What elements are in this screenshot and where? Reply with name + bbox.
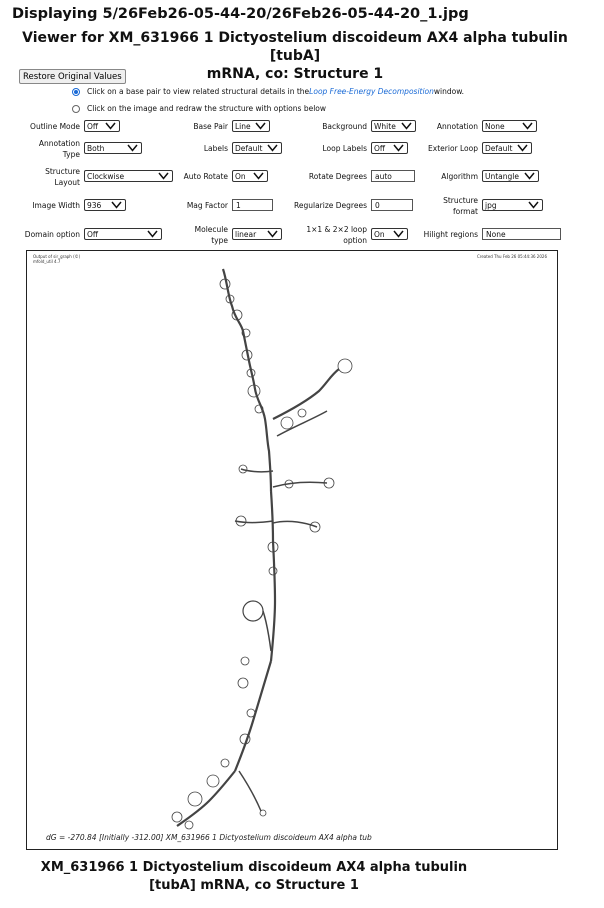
exterior-loop-value: Default <box>485 144 513 153</box>
chevron-down-icon <box>105 122 116 130</box>
chevron-down-icon <box>111 201 122 209</box>
molecule-type-value: linear <box>235 230 257 239</box>
radio-click-base-pair[interactable] <box>72 87 464 96</box>
structure-image[interactable] <box>26 250 558 850</box>
structure-layout-value: Clockwise <box>87 172 125 181</box>
labels-value: Default <box>235 144 263 153</box>
hilight-regions-input[interactable]: None <box>482 228 561 240</box>
rotate-degrees-input[interactable]: auto <box>371 170 415 182</box>
base-pair-select[interactable] <box>232 120 270 132</box>
chevron-down-icon <box>393 144 404 152</box>
image-width-label: Image Width <box>32 201 80 210</box>
chevron-down-icon <box>147 230 158 238</box>
loop-option-label-2: option <box>343 236 367 245</box>
loop-labels-label: Loop Labels <box>322 144 367 153</box>
loop-option-select[interactable] <box>371 228 408 240</box>
chevron-down-icon <box>267 144 278 152</box>
domain-option-label: Domain option <box>24 230 80 239</box>
chevron-down-icon <box>401 122 412 130</box>
auto-rotate-select[interactable] <box>232 170 268 182</box>
loop-option-label-1: 1×1 & 2×2 loop <box>306 225 367 234</box>
loop-free-energy-link[interactable]: Loop Free-Energy Decomposition <box>309 87 434 96</box>
outline-mode-value: Off <box>87 122 99 131</box>
background-select[interactable] <box>371 120 416 132</box>
annotation-type-label-1: Annotation <box>38 139 80 148</box>
image-corner-left-line2: mfold_util 4.7 <box>33 259 61 264</box>
molecule-type-label-1: Molecule <box>194 225 228 234</box>
structure-layout-label-1: Structure <box>45 167 80 176</box>
structure-format-label-2: format <box>452 207 478 216</box>
page-title: Displaying 5/26Feb26-05-44-20/26Feb26-05-44-20_1.jpg <box>12 6 469 22</box>
image-corner-right: Created Thu Feb 26 05:44:36 2026 <box>476 254 547 259</box>
footer-title-line2: [tubA] mRNA, co Structure 1 <box>149 878 359 893</box>
radio-unselected-icon[interactable] <box>72 105 80 113</box>
rna-structure-drawing <box>27 251 559 851</box>
structure-format-label-1: Structure <box>443 196 478 205</box>
footer-title <box>0 859 508 895</box>
algorithm-value: Untangle <box>485 172 519 181</box>
radio1-text-b: window. <box>433 87 465 96</box>
chevron-down-icon <box>528 201 539 209</box>
chevron-down-icon <box>517 144 528 152</box>
rotate-degrees-label: Rotate Degrees <box>308 172 367 181</box>
loop-option-value: On <box>374 230 385 239</box>
algorithm-select[interactable] <box>482 170 539 182</box>
annotation-type-label <box>18 138 80 160</box>
structure-format-select[interactable] <box>482 199 543 211</box>
image-width-select[interactable] <box>84 199 126 211</box>
domain-option-value: Off <box>87 230 99 239</box>
loop-option-label <box>290 224 367 246</box>
image-width-value: 936 <box>87 201 102 210</box>
base-pair-label: Base Pair <box>193 122 228 131</box>
algorithm-label: Algorithm <box>441 172 478 181</box>
chevron-down-icon <box>522 122 533 130</box>
outline-mode-label: Outline Mode <box>30 122 80 131</box>
auto-rotate-label: Auto Rotate <box>183 172 228 181</box>
regularize-degrees-label: Regularize Degrees <box>294 201 367 210</box>
molecule-type-label <box>160 224 228 246</box>
background-value: White <box>374 122 396 131</box>
structure-format-label <box>416 195 478 217</box>
viewer-title-line1: Viewer for XM_631966 1 Dictyostelium discoideum AX4 alpha tubulin [tubA] <box>22 30 568 64</box>
annotation-type-value: Both <box>87 144 105 153</box>
chevron-down-icon <box>127 144 138 152</box>
base-pair-value: Line <box>235 122 251 131</box>
annotation-select[interactable] <box>482 120 537 132</box>
molecule-type-label-2: type <box>211 236 228 245</box>
image-corner-left-line1: Output of sir_graph (©) <box>33 254 81 259</box>
regularize-degrees-input[interactable]: 0 <box>371 199 413 211</box>
outline-mode-select[interactable] <box>84 120 120 132</box>
annotation-type-label-2: Type <box>62 150 80 159</box>
viewer-title-line2: mRNA, co: Structure 1 <box>206 66 384 82</box>
structure-format-value: jpg <box>485 201 497 210</box>
mag-factor-input[interactable]: 1 <box>232 199 273 211</box>
free-energy-caption: dG = -270.84 [Initially -312.00] XM_631966 1 Dictyostelium discoideum AX4 alpha tub <box>46 833 372 842</box>
radio2-text: Click on the image and redraw the structure with options below <box>87 104 327 113</box>
structure-layout-label-2: Layout <box>54 178 80 187</box>
radio-selected-icon[interactable] <box>72 88 80 96</box>
chevron-down-icon <box>267 230 278 238</box>
background-label: Background <box>322 122 367 131</box>
loop-labels-value: Off <box>374 144 386 153</box>
labels-select[interactable] <box>232 142 282 154</box>
chevron-down-icon <box>524 172 535 180</box>
labels-label: Labels <box>203 144 228 153</box>
structure-layout-label <box>18 166 80 188</box>
footer-title-line1: XM_631966 1 Dictyostelium discoideum AX4 alpha tubulin <box>40 860 468 875</box>
loop-labels-select[interactable] <box>371 142 408 154</box>
radio-click-image-redraw[interactable] <box>72 104 326 113</box>
exterior-loop-select[interactable] <box>482 142 532 154</box>
auto-rotate-value: On <box>235 172 246 181</box>
molecule-type-select[interactable] <box>232 228 282 240</box>
annotation-type-select[interactable] <box>84 142 142 154</box>
hilight-regions-label: Hilight regions <box>423 230 478 239</box>
annotation-value: None <box>485 122 505 131</box>
chevron-down-icon <box>393 230 404 238</box>
chevron-down-icon <box>253 172 264 180</box>
restore-original-values-button[interactable]: Restore Original Values <box>19 69 126 84</box>
domain-option-select[interactable] <box>84 228 162 240</box>
exterior-loop-label: Exterior Loop <box>428 144 478 153</box>
annotation-label: Annotation <box>436 122 478 131</box>
mag-factor-label: Mag Factor <box>186 201 228 210</box>
radio1-text-a: Click on a base pair to view related structural details in the <box>87 87 310 96</box>
chevron-down-icon <box>255 122 266 130</box>
